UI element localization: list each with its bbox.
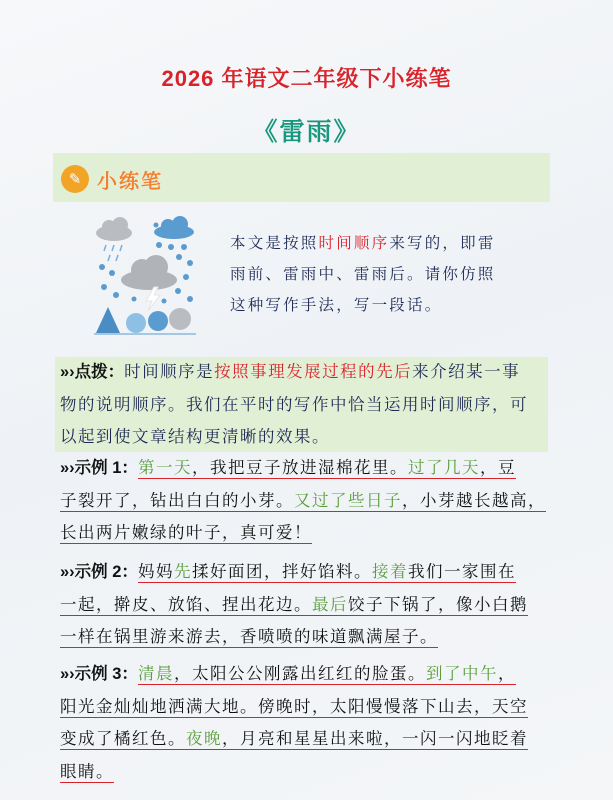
tip-text <box>60 356 550 454</box>
example-label: 点拨： <box>74 363 125 381</box>
example-label: 示例 2： <box>74 563 138 581</box>
section-label: 小练笔 <box>97 169 163 193</box>
text-segment: 妈妈 <box>137 562 174 581</box>
text-line <box>60 556 550 589</box>
underlined-text <box>60 697 528 718</box>
text-segment: ，太阳公公刚露出红红的脸蛋。 <box>173 664 426 683</box>
text-segment: 子裂开了，钻出白白的小芽。 <box>60 490 294 510</box>
text-line <box>60 589 550 622</box>
text-line <box>60 452 550 485</box>
text-segment: 眼睛。 <box>60 761 114 781</box>
underlined-text <box>60 729 528 750</box>
underlined-text <box>138 458 516 479</box>
text-line <box>60 658 550 691</box>
text-line <box>60 421 550 454</box>
text-segment: ，我把豆子放进湿棉花里。 <box>191 458 408 477</box>
text-segment: 一起，擀皮、放馅、捏出花边。 <box>60 594 312 614</box>
highlight-green: 接着 <box>371 562 408 581</box>
text-segment: ，豆 <box>479 458 516 477</box>
example-1 <box>60 452 550 550</box>
text-line <box>60 485 550 518</box>
text-segment: 雨前、雷雨中、雷雨后。请你仿照 <box>230 265 496 283</box>
highlight-green: 最后 <box>312 594 348 614</box>
rain-cloud-trees-icon <box>94 215 196 335</box>
highlight-green: 夜晚 <box>186 729 222 748</box>
highlight-red: 时间顺序 <box>318 234 390 252</box>
highlight-green: 过了几天 <box>407 458 480 477</box>
text-segment: ，月亮和星星出来啦，一闪一闪地眨着 <box>222 729 528 748</box>
text-segment: 这种写作手法，写一段话。 <box>230 296 443 314</box>
underlined-text <box>60 595 528 616</box>
highlight-green: 清晨 <box>137 664 174 683</box>
text-segment: 一样在锅里游来游去，香喷喷的味道飘满屋子。 <box>60 627 438 646</box>
highlight-red: 按照事理发展过程的先后 <box>214 362 413 381</box>
underlined-text <box>60 523 312 544</box>
text-segment: 揉好面团，拌好馅料。 <box>191 562 372 581</box>
underlined-text <box>60 491 546 512</box>
bullet-arrow-icon: »› <box>60 563 75 581</box>
underlined-text <box>138 664 516 685</box>
intro-paragraph <box>230 228 530 321</box>
text-line <box>60 691 550 724</box>
text-segment: ，小芽越长越高， <box>402 490 546 510</box>
example-label: 示例 3： <box>74 665 138 683</box>
highlight-green: 又过了些日子 <box>294 490 402 510</box>
text-line <box>60 356 550 389</box>
example-3 <box>60 658 550 788</box>
text-segment: 阳光金灿灿地洒满大地。傍晚时，太阳慢慢落下山去，天空 <box>60 696 528 716</box>
example-label: 示例 1： <box>74 459 138 477</box>
text-line <box>230 259 530 290</box>
example-2 <box>60 556 550 654</box>
text-segment: 以起到使文章结构更清晰的效果。 <box>60 427 330 446</box>
bullet-arrow-icon: »› <box>60 665 75 683</box>
highlight-green: 到了中午 <box>425 664 498 683</box>
highlight-green: 先 <box>173 562 192 581</box>
text-line <box>60 723 550 756</box>
text-segment: 我们一家围在 <box>407 562 516 581</box>
text-segment: 饺子下锅了，像小白鹅 <box>348 594 528 614</box>
text-segment: 来写的，即雷 <box>389 234 496 252</box>
section-header <box>53 153 550 202</box>
underlined-text <box>60 762 114 783</box>
text-segment: 本文是按照 <box>230 234 319 252</box>
text-line <box>60 517 550 550</box>
text-line <box>60 389 550 422</box>
page-title: 2026 年语文二年级下小练笔 <box>161 66 452 91</box>
text-segment: 长出两片嫩绿的叶子，真可爱！ <box>60 523 312 542</box>
highlight-green: 第一天 <box>137 458 192 477</box>
bullet-arrow-icon: »› <box>60 459 75 477</box>
text-line <box>230 228 530 259</box>
text-segment: 物的说明顺序。我们在平时的写作中恰当运用时间顺序，可 <box>60 394 528 414</box>
text-line <box>230 290 530 321</box>
bullet-arrow-icon: »› <box>60 363 75 381</box>
text-segment: 来介绍某一事 <box>412 362 521 381</box>
text-segment: 时间顺序是 <box>124 362 215 381</box>
pencil-note-icon: ✎ <box>61 165 89 193</box>
text-segment: 变成了橘红色。 <box>60 729 186 748</box>
text-segment: ， <box>497 664 516 683</box>
underlined-text <box>138 562 516 583</box>
text-line <box>60 756 550 789</box>
underlined-text <box>60 627 438 648</box>
page-subtitle: 《雷雨》 <box>252 117 361 146</box>
text-line <box>60 621 550 654</box>
